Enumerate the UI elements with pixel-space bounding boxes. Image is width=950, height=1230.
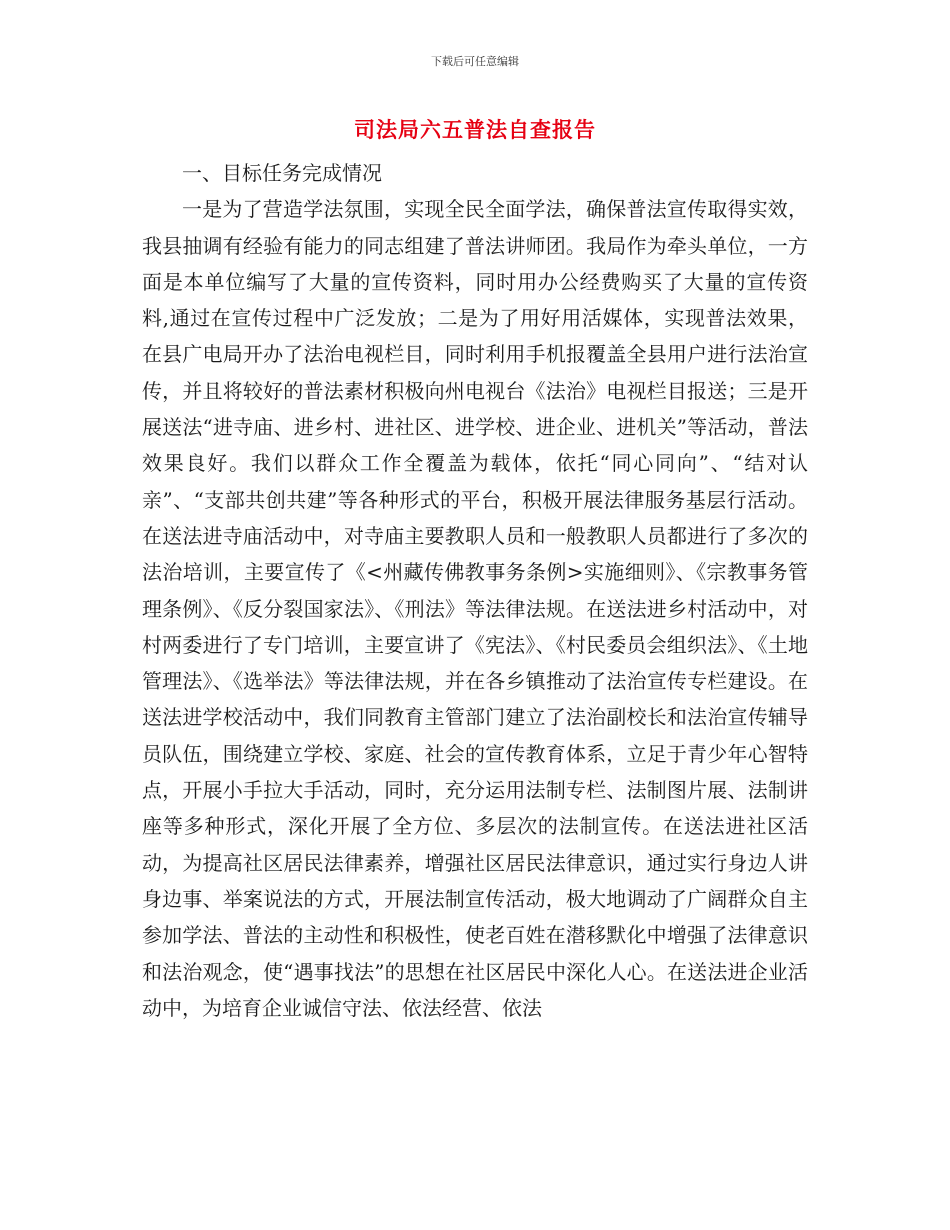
page-header-note: 下载后可任意编辑: [431, 55, 519, 68]
section-heading: 一、目标任务完成情况: [182, 161, 382, 185]
body-paragraph: 一是为了营造学法氛围，实现全民全面学法，确保普法宣传取得实效，我县抽调有经验有能力的同志组建了普法讲师团。我局作为牵头单位，一方面是本单位编写了大量的宣传资料，同时用办公经费购买了大量的宣传资料,通过在宣传过程中广泛发放；二是为了用好用活媒体，实现普法效果，在县广电局开办了法治电视栏目，同时利用手机报覆盖全县用户进行法治宣传，并且将较好的普法素材积极向州电视台《法治》电视栏目报送；三是开展送法“进寺庙、进乡村、进社区、进学校、进企业、进机关”等活动，普法效果良好。我们以群众工作全覆盖为载体，依托“同心同向”、“结对认亲”、“支部共创共建”等各种形式的平台，积极开展法律服务基层行活动。在送法进寺庙活动中，对寺庙主要教职人员和一般教职人员都进行了多次的法治培训，主要宣传了《<州藏传佛教事务条例>实施细则》、《宗教事务管理条例》、《反分裂国家法》、《刑法》等法律法规。在送法进乡村活动中，对村两委进行了专门培训，主要宣讲了《宪法》、《村民委员会组织法》、《土地管理法》、《选举法》等法律法规，并在各乡镇推动了法治宣传专栏建设。在送法进学校活动中，我们同教育主管部门建立了法治副校长和法治宣传辅导员队伍，围绕建立学校、家庭、社会的宣传教育体系，立足于青少年心智特点，开展小手拉大手活动，同时，充分运用法制专栏、法制图片展、法制讲座等多种形式，深化开展了全方位、多层次的法制宣传。在送法进社区活动，为提高社区居民法律素养，增强社区居民法律意识，通过实行身边人讲身边事、举案说法的方式，开展法制宣传活动，极大地调动了广阔群众自主参加学法、普法的主动性和积极性，使老百姓在潜移默化中增强了法律意识和法治观念，使“遇事找法”的思想在社区居民中深化人心。在送法进企业活动中，为培育企业诚信守法、依法经营、依法: [142, 197, 808, 1020]
document-title: 司法局六五普法自查报告: [354, 117, 596, 142]
document-body: [142, 155, 808, 1026]
